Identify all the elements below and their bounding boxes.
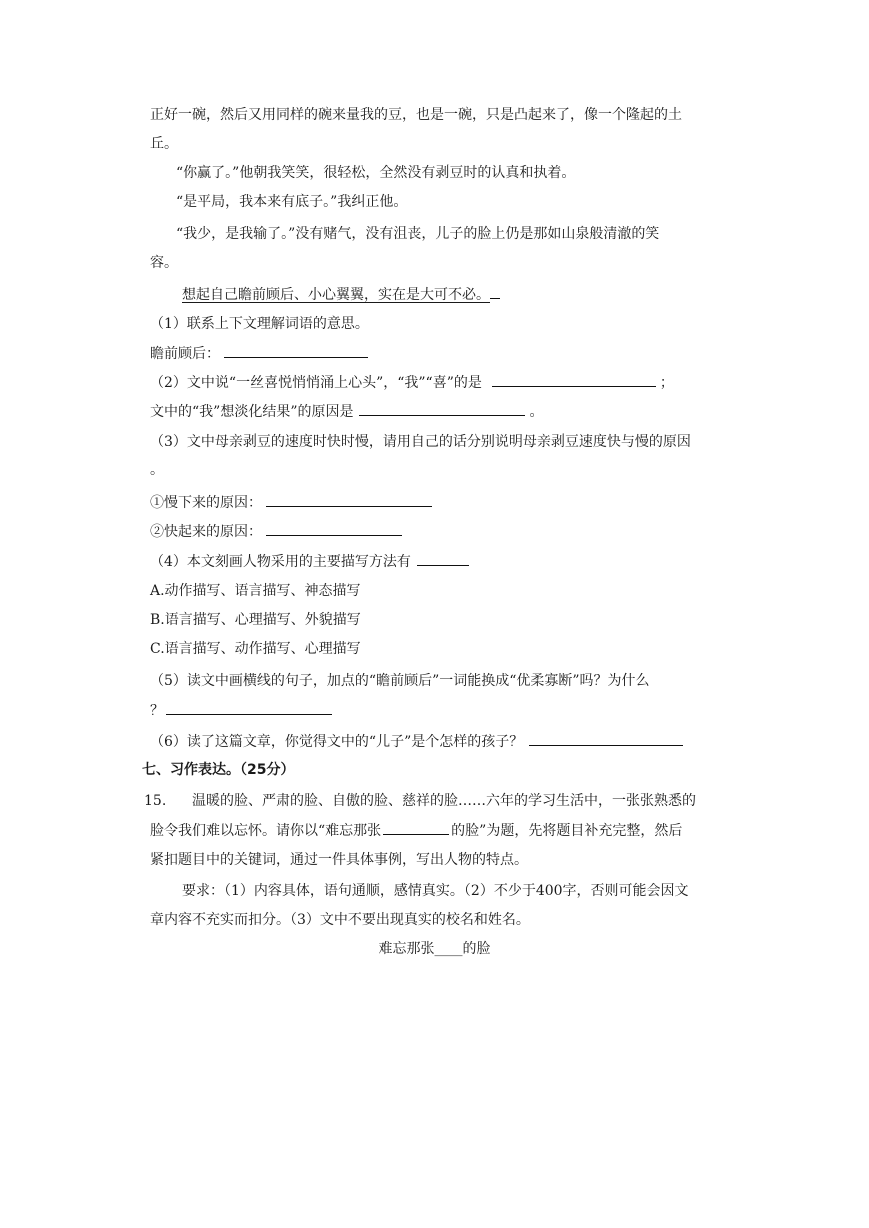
- question-5-mark: ？: [150, 703, 164, 719]
- underlined-sentence: [182, 284, 500, 305]
- question-1-prompt: （1）联系上下文理解词语的意思。: [150, 316, 369, 332]
- question-1-answer-row: [150, 343, 372, 364]
- answer-blank[interactable]: [266, 492, 432, 507]
- passage-line: 容。: [150, 255, 178, 271]
- question-1-term: 瞻前顾后：: [150, 346, 220, 362]
- question-3-fast-row: [150, 521, 406, 542]
- question-2-end: 。: [529, 404, 544, 420]
- essay-requirements-line: 要求：（1）内容具体，语句通顺，感情真实。（2）不少于400字，否则可能会因文: [182, 883, 689, 899]
- question-6-row: [150, 731, 687, 752]
- question-4-option-a: A.动作描写、语言描写、神态描写: [150, 583, 361, 599]
- question-2-punct: ；: [659, 375, 674, 391]
- essay-prompt-line: 温暖的脸、严肃的脸、自傲的脸、慈祥的脸……六年的学习生活中，一张张熟悉的: [192, 793, 696, 809]
- question-3-slow-label: ①慢下来的原因：: [150, 495, 262, 511]
- answer-blank[interactable]: [224, 343, 368, 358]
- passage-line: 丘。: [150, 136, 178, 152]
- question-2-line-2: [150, 401, 543, 422]
- section-7-heading: 七、习作表达。（25分）: [142, 762, 295, 778]
- passage-line: 正好一碗，然后又用同样的碗来量我的豆，也是一碗，只是凸起来了，像一个隆起的土: [150, 107, 682, 123]
- essay-prompt-text-b: 的脸”为题，先将题目补充完整，然后: [451, 823, 683, 839]
- question-2-text-a: （2）文中说“一丝喜悦悄悄涌上心头”，“我”“喜”的是: [150, 375, 482, 391]
- question-5-prompt: （5）读文中画横线的句子，加点的“瞻前顾后”一词能换成“优柔寡断”吗？为什么: [150, 673, 650, 689]
- passage-line: “你赢了。”他朝我笑笑，很轻松，全然没有剥豆时的认真和执着。: [176, 165, 576, 181]
- essay-title-blank-text: ____: [434, 941, 463, 957]
- question-3-prompt: （3）文中母亲剥豆的速度时快时慢，请用自己的话分别说明母亲剥豆速度快与慢的原因: [150, 434, 691, 450]
- question-6-prompt: （6）读了这篇文章，你觉得文中的“儿子”是个怎样的孩子？: [150, 734, 524, 750]
- essay-title-text-b: 的脸: [462, 941, 491, 957]
- question-4-option-b: B.语言描写、心理描写、外貌描写: [150, 612, 361, 628]
- answer-blank[interactable]: [359, 401, 525, 416]
- answer-blank[interactable]: [266, 521, 402, 536]
- answer-blank[interactable]: [492, 372, 656, 387]
- essay-prompt-line: [150, 820, 682, 841]
- essay-title-text-a: 难忘那张: [378, 941, 435, 957]
- essay-prompt-text-a: 脸令我们难以忘怀。请你以“难忘那张: [150, 823, 382, 839]
- question-3-prompt-end: 。: [150, 462, 164, 478]
- essay-title-blank[interactable]: [383, 820, 449, 835]
- question-15-number: 15.: [144, 793, 167, 809]
- answer-blank[interactable]: [417, 551, 469, 566]
- essay-prompt-line: 紧扣题目中的关键词，通过一件具体事例，写出人物的特点。: [150, 852, 528, 868]
- question-3-slow-row: [150, 492, 436, 513]
- underlined-sentence-text: 想起自己瞻前顾后、小心翼翼，实在是大可不必。: [182, 287, 490, 303]
- question-4-option-c: C.语言描写、动作描写、心理描写: [150, 641, 361, 657]
- question-4-prompt-row: [150, 551, 473, 572]
- answer-blank[interactable]: [166, 700, 332, 715]
- essay-title: [0, 939, 869, 959]
- question-3-fast-label: ②快起来的原因：: [150, 524, 262, 540]
- question-2-text-b: 文中的“我”想淡化结果”的原因是: [150, 404, 354, 420]
- question-2-line-1: [150, 372, 674, 393]
- question-5-answer-row: [150, 700, 336, 721]
- passage-line: “我少，是我输了。”没有赌气，没有沮丧，儿子的脸上仍是那如山泉般清澈的笑: [176, 226, 660, 242]
- answer-blank[interactable]: [529, 731, 683, 746]
- question-4-prompt: （4）本文刻画人物采用的主要描写方法有: [150, 554, 411, 570]
- essay-requirements-line: 章内容不充实而扣分。（3）文中不要出现真实的校名和姓名。: [150, 912, 530, 928]
- passage-line: “是平局，我本来有底子。”我纠正他。: [176, 194, 408, 210]
